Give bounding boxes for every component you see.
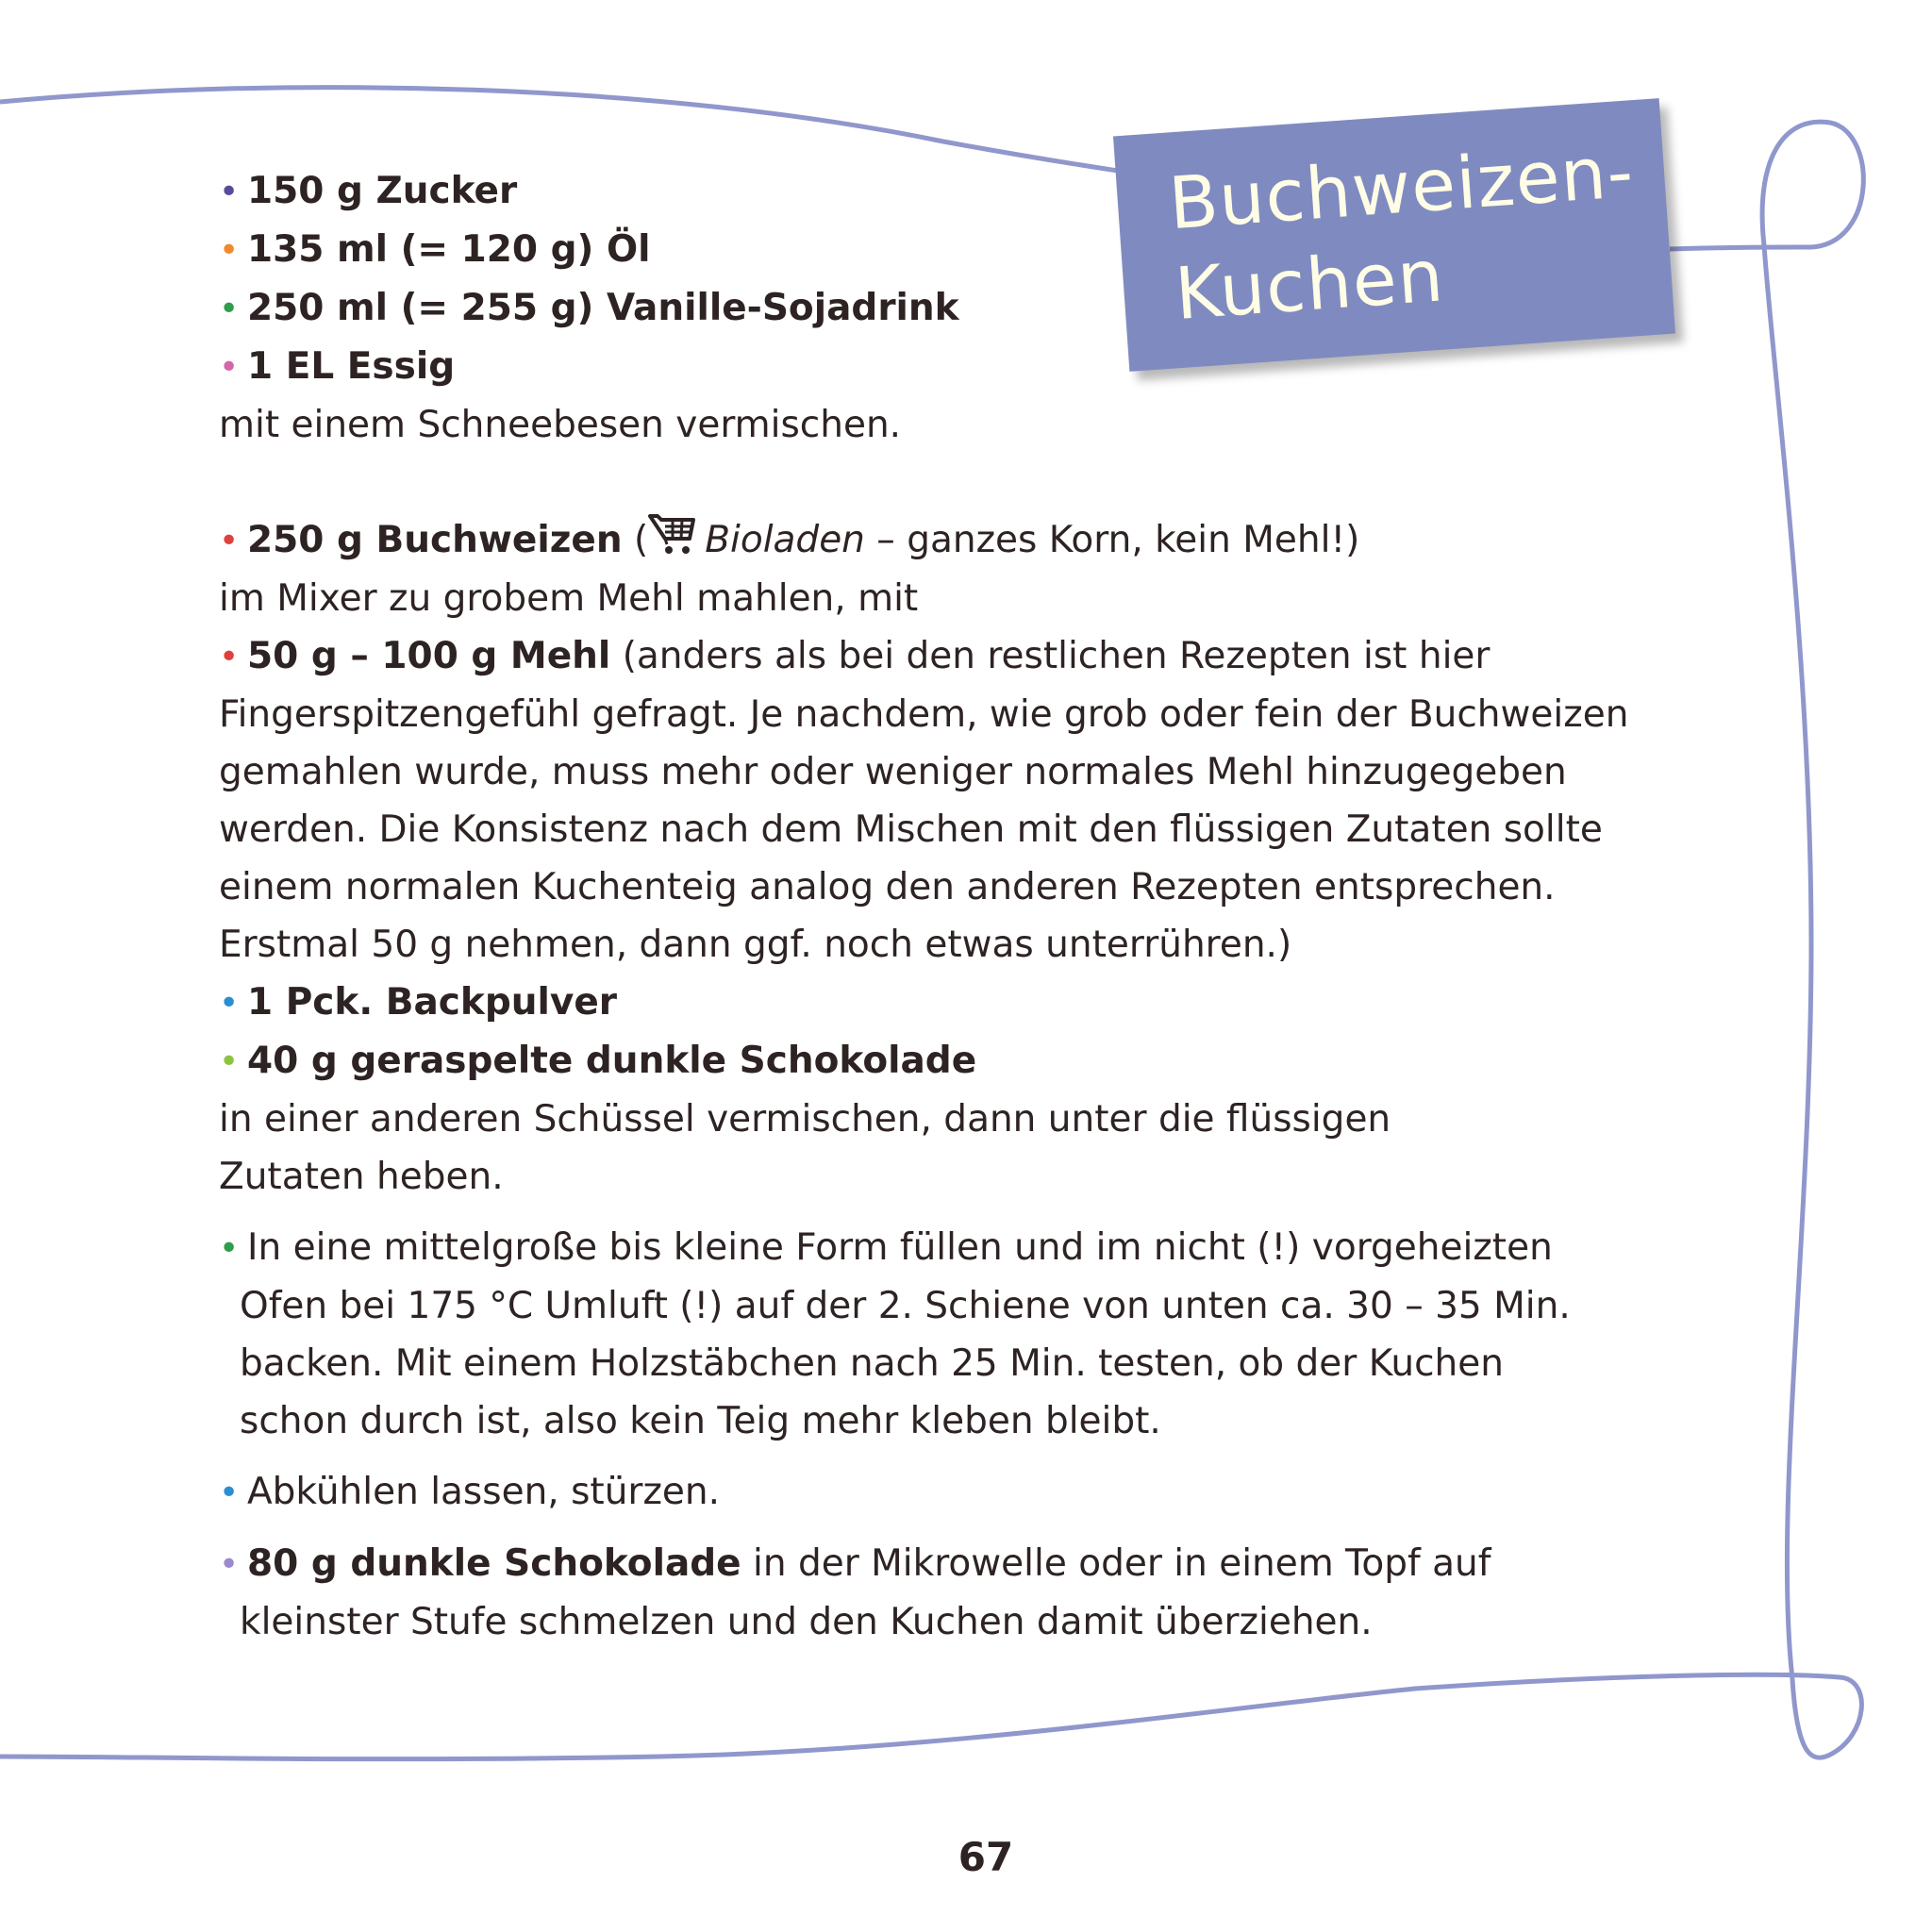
paren-open: ( (622, 519, 649, 561)
step-text-line: Ofen bei 175 °C Umluft (!) auf der 2. Schiene von unten ca. 30 – 35 Min. (240, 1285, 1571, 1327)
flour-note-line: werden. Die Konsistenz nach dem Mischen mit den flüssigen Zutaten sollte (219, 808, 1603, 851)
bullet-icon: • (219, 290, 240, 328)
shop-note: – ganzes Korn, kein Mehl!) (864, 519, 1360, 561)
bullet-icon: • (219, 173, 240, 211)
ingredient-item (219, 510, 1690, 570)
step-text-line: kleinster Stufe schmelzen und den Kuchen damit überziehen. (240, 1601, 1373, 1643)
ingredient-text: 40 g geraspelte dunkle Schokolade (247, 1040, 977, 1082)
spacer (219, 1450, 1690, 1463)
ingredient-text: 80 g dunkle Schokolade (247, 1542, 741, 1585)
step-cool (219, 1463, 1690, 1522)
instruction-text: Zutaten heben. (219, 1156, 504, 1198)
bullet-icon: • (219, 522, 240, 560)
step-text-line: backen. Mit einem Holzstäbchen nach 25 Min. testen, ob der Kuchen (240, 1342, 1504, 1385)
flour-note: (anders als bei den restlichen Rezepten ist hier (610, 635, 1491, 677)
spacer (219, 1206, 1690, 1219)
bullet-icon: • (219, 1229, 240, 1268)
spacer (219, 1522, 1690, 1535)
ingredient-text: 135 ml (= 120 g) Öl (247, 228, 651, 271)
ingredient-item (219, 1032, 1690, 1091)
ingredient-item (219, 627, 1690, 686)
frame-top-right-line (1670, 247, 1811, 249)
bullet-icon: • (219, 1042, 240, 1081)
ingredient-item (219, 279, 1690, 338)
flour-note-line: Fingerspitzengefühl gefragt. Je nachdem, wie grob oder fein der Buchweizen (219, 693, 1629, 736)
bullet-icon: • (219, 348, 240, 387)
bullet-icon: • (219, 984, 240, 1023)
ingredient-text: 1 Pck. Backpulver (247, 981, 617, 1024)
ingredient-item (219, 338, 1690, 396)
instruction-text: mit einem Schneebesen vermischen. (219, 404, 902, 446)
ingredient-text: 50 g – 100 g Mehl (247, 635, 611, 677)
recipe-content (219, 162, 1690, 1651)
bullet-icon: • (219, 1474, 240, 1512)
frame-top-loop (1762, 122, 1863, 1679)
instruction-text: in einer anderen Schüssel vermischen, dann unter die flüssigen (219, 1098, 1391, 1141)
instruction-text: im Mixer zu grobem Mehl mahlen, mit (219, 577, 919, 620)
shop-name: Bioladen (705, 519, 865, 561)
step-text: in der Mikrowelle oder in einem Topf auf (741, 1542, 1491, 1585)
flour-note-line: gemahlen wurde, muss mehr oder weniger normales Mehl hinzugegeben (219, 751, 1567, 793)
ingredient-item (219, 162, 1690, 221)
ingredient-text: 1 EL Essig (247, 345, 456, 388)
bullet-icon: • (219, 231, 240, 270)
shopping-cart-icon (648, 510, 697, 558)
step-bake (219, 1219, 1690, 1277)
ingredient-item (219, 221, 1690, 279)
bullet-icon: • (219, 1545, 240, 1584)
spacer (219, 454, 1690, 510)
ingredient-text: 250 ml (= 255 g) Vanille-Sojadrink (247, 287, 959, 329)
step-text: In eine mittelgroße bis kleine Form füllen und im nicht (!) vorgeheizten (247, 1226, 1553, 1269)
ingredient-text: 250 g Buchweizen (247, 519, 623, 561)
flour-note-line: Erstmal 50 g nehmen, dann ggf. noch etwas unterrühren.) (219, 924, 1292, 966)
step-glaze (219, 1535, 1690, 1593)
page-number: 67 (958, 1834, 1014, 1880)
step-text: Abkühlen lassen, stürzen. (247, 1471, 721, 1513)
ingredient-item (219, 974, 1690, 1032)
flour-note-line: einem normalen Kuchenteig analog den anderen Rezepten entsprechen. (219, 866, 1556, 908)
ingredient-text: 150 g Zucker (247, 170, 518, 212)
title-line-1: Buchweizen- (1166, 128, 1637, 246)
title-line-2: Kuchen (1172, 233, 1447, 336)
frame-bottom-loop (0, 1674, 1861, 1758)
bullet-icon: • (219, 638, 240, 676)
step-text-line: schon durch ist, also kein Teig mehr kleben bleibt. (240, 1400, 1161, 1442)
